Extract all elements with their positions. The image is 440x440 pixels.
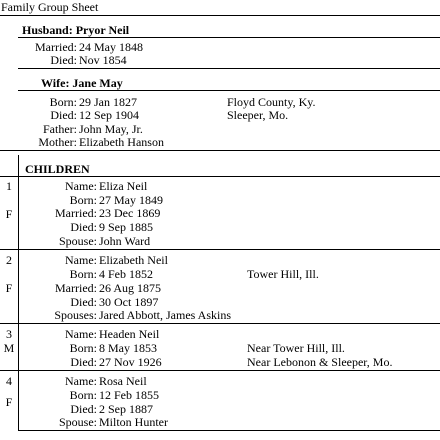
child-1-spouse-value: John Ward <box>99 234 151 248</box>
child-3-number: 3 <box>6 327 12 341</box>
child-1-name-value: Eliza Neil <box>99 179 148 193</box>
wife-father-value: John May, Jr. <box>79 122 143 136</box>
child-4-died-label: Died: <box>70 402 97 416</box>
child-2-died-value: 30 Oct 1897 <box>99 295 159 309</box>
children-left-rule <box>18 155 19 430</box>
husband-section-rule <box>18 68 440 69</box>
child-1-born-value: 27 May 1849 <box>99 193 163 207</box>
husband-died-value: Nov 1854 <box>79 53 127 67</box>
child-2-name-label: Name: <box>65 253 97 267</box>
child-1-married-label: Married: <box>55 206 97 220</box>
child-2-number: 2 <box>6 253 12 267</box>
child-1-number: 1 <box>6 179 12 193</box>
child-3-rule <box>0 370 440 371</box>
wife-died-place: Sleeper, Mo. <box>227 108 289 122</box>
wife-died-label: Died: <box>50 108 77 122</box>
child-2-born-value: 4 Feb 1852 <box>99 267 153 281</box>
child-2-married-label: Married: <box>55 281 97 295</box>
husband-died-label: Died: <box>50 53 77 67</box>
child-1-died-label: Died: <box>70 220 97 234</box>
child-1-died-value: 9 Sep 1885 <box>99 220 153 234</box>
husband-heading-rule <box>18 37 440 38</box>
child-1-born-label: Born: <box>69 193 97 207</box>
child-4-number: 4 <box>6 374 12 388</box>
child-4-spouse-value: Milton Hunter <box>99 415 168 429</box>
child-3-died-place: Near Lebonon & Sleeper, Mo. <box>247 355 393 369</box>
child-2-born-label: Born: <box>69 267 97 281</box>
wife-born-place: Floyd County, Ky. <box>227 95 316 109</box>
wife-mother-value: Elizabeth Hanson <box>79 135 164 149</box>
child-2-died-label: Died: <box>70 295 97 309</box>
child-1-rule <box>0 249 440 250</box>
wife-mother-label: Mother: <box>38 135 77 149</box>
child-2-married-value: 26 Aug 1875 <box>99 281 162 295</box>
child-3-sex: M <box>3 341 15 355</box>
child-3-born-label: Born: <box>69 341 97 355</box>
husband-heading: Husband: Pryor Neil <box>22 23 130 37</box>
wife-heading: Wife: Jane May <box>41 76 123 90</box>
child-2-rule <box>0 323 440 324</box>
child-2-born-place: Tower Hill, Ill. <box>247 267 319 281</box>
child-3-died-label: Died: <box>70 355 97 369</box>
child-1-sex: F <box>5 207 13 221</box>
title-rule <box>0 15 440 16</box>
child-3-died-value: 27 Nov 1926 <box>99 355 162 369</box>
wife-died-value: 12 Sep 1904 <box>79 108 139 122</box>
child-4-sex: F <box>5 395 13 409</box>
husband-married-value: 24 May 1848 <box>79 40 143 54</box>
child-1-name-label: Name: <box>65 179 97 193</box>
wife-born-value: 29 Jan 1827 <box>79 95 137 109</box>
children-bottom-rule <box>18 430 440 431</box>
child-3-born-value: 8 May 1853 <box>99 341 157 355</box>
wife-heading-rule <box>18 90 440 91</box>
page-title: Family Group Sheet <box>1 0 99 14</box>
child-2-name-value: Elizabeth Neil <box>99 253 168 267</box>
child-2-spouses-value: Jared Abbott, James Askins <box>99 308 231 322</box>
children-top-rule <box>0 150 440 151</box>
children-heading: CHILDREN <box>25 162 90 176</box>
child-2-sex: F <box>5 281 13 295</box>
child-4-name-label: Name: <box>65 374 97 388</box>
child-4-born-label: Born: <box>69 388 97 402</box>
child-4-name-value: Rosa Neil <box>99 374 147 388</box>
child-4-spouse-label: Spouse: <box>58 415 97 429</box>
wife-born-label: Born: <box>49 95 77 109</box>
children-heading-rule <box>0 176 440 177</box>
child-1-spouse-label: Spouse: <box>58 234 97 248</box>
wife-father-label: Father: <box>43 122 77 136</box>
child-3-name-value: Headen Neil <box>99 327 160 341</box>
child-1-married-value: 23 Dec 1869 <box>99 206 161 220</box>
child-3-name-label: Name: <box>65 327 97 341</box>
husband-married-label: Married: <box>35 40 77 54</box>
child-3-born-place: Near Tower Hill, Ill. <box>247 341 345 355</box>
child-4-born-value: 12 Feb 1855 <box>99 388 159 402</box>
child-2-spouses-label: Spouses: <box>54 308 97 322</box>
child-4-died-value: 2 Sep 1887 <box>99 402 153 416</box>
